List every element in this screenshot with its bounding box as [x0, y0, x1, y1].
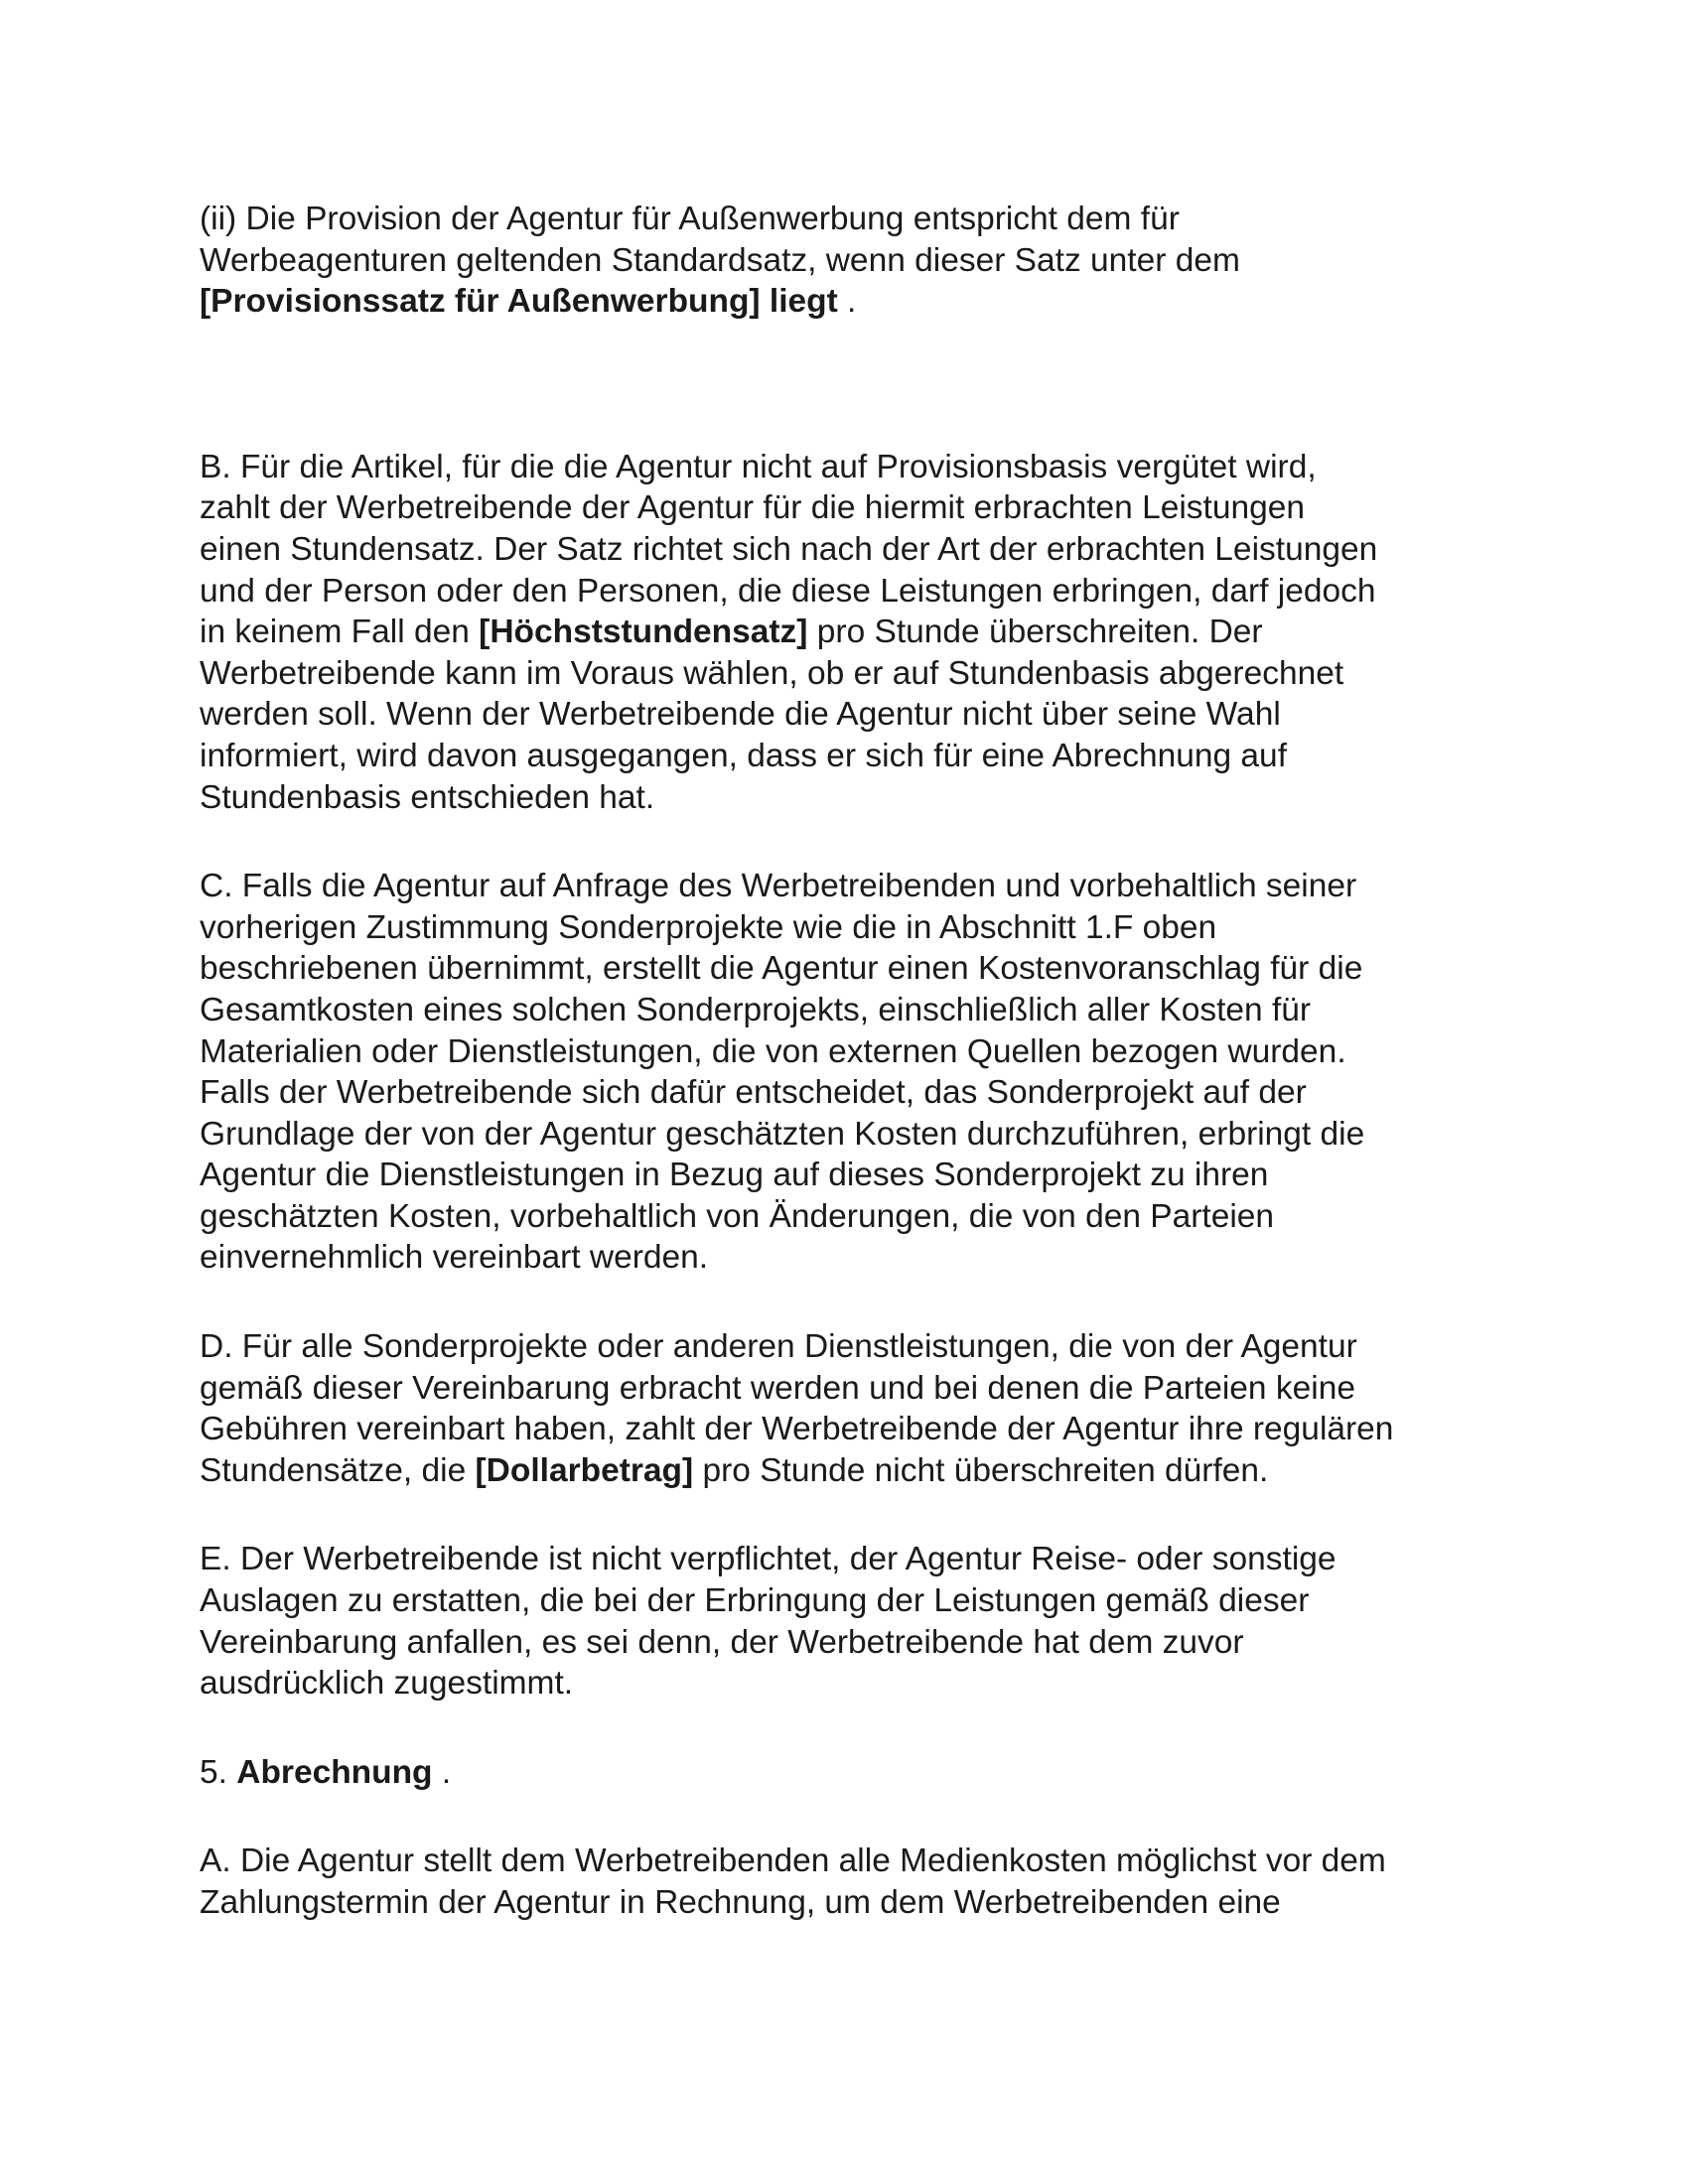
text-run: C. Falls die Agentur auf Anfrage des Werbetreibenden und vorbehaltlich seiner: [200, 868, 1357, 905]
text-line: [200, 1368, 1490, 1410]
paragraph-c: [200, 866, 1490, 1279]
section-heading-5: [200, 1752, 1490, 1794]
text-line: [200, 1072, 1490, 1114]
text-run: gemäß dieser Vereinbarung erbracht werden und bei denen die Parteien keine: [200, 1369, 1355, 1407]
paragraph-gap: [200, 1793, 1490, 1841]
text-run: Werbetreibende kann im Voraus wählen, ob er auf Stundenbasis abgerechnet: [200, 654, 1344, 692]
text-line: [200, 1450, 1490, 1492]
bold-placeholder-text: [Dollarbetrag]: [475, 1451, 694, 1489]
text-line: [200, 1155, 1490, 1196]
paragraph-ii: [200, 199, 1490, 323]
text-run: pro Stunde überschreiten. Der: [807, 614, 1263, 651]
text-run: Gesamtkosten eines solchen Sonderprojekts, einschließlich aller Kosten für: [200, 991, 1312, 1028]
text-run: einvernehmlich vereinbart werden.: [200, 1239, 709, 1277]
text-run: Werbeagenturen geltenden Standardsatz, wenn dieser Satz unter dem: [200, 241, 1240, 279]
text-line: [200, 1539, 1490, 1580]
text-run: D. Für alle Sonderprojekte oder anderen Dienstleistungen, die von der Agentur: [200, 1328, 1357, 1366]
paragraph-gap: [200, 323, 1490, 447]
text-run: informiert, wird davon ausgegangen, dass er sich für eine Abrechnung auf: [200, 737, 1287, 774]
text-run: beschriebenen übernimmt, erstellt die Agentur einen Kostenvoranschlag für die: [200, 950, 1363, 988]
text-line: [200, 447, 1490, 488]
text-line: [200, 1622, 1490, 1664]
text-run: Auslagen zu erstatten, die bei der Erbringung der Leistungen gemäß dieser: [200, 1582, 1310, 1620]
paragraph-d: [200, 1326, 1490, 1491]
text-line: [200, 529, 1490, 571]
paragraph-gap: [200, 1705, 1490, 1752]
text-line: [200, 612, 1490, 653]
text-line: [200, 1752, 1490, 1794]
paragraph-gap: [200, 1279, 1490, 1326]
text-line: [200, 1031, 1490, 1073]
text-run: zahlt der Werbetreibende der Agentur für die hiermit erbrachten Leistungen: [200, 489, 1305, 527]
text-run: Stundenbasis entschieden hat.: [200, 778, 655, 816]
text-line: [200, 948, 1490, 990]
bold-placeholder-text: [Höchststundensatz]: [479, 614, 808, 651]
text-run: werden soll. Wenn der Werbetreibende die Agentur nicht über seine Wahl: [200, 696, 1281, 734]
text-line: [200, 487, 1490, 529]
text-run: A. Die Agentur stellt dem Werbetreibenden alle Medienkosten möglichst vor dem: [200, 1843, 1386, 1880]
bold-placeholder-text: [Provisionssatz für Außenwerbung] liegt: [200, 283, 838, 321]
text-line: [200, 1326, 1490, 1368]
text-run: Grundlage der von der Agentur geschätzten Kosten durchzuführen, erbringt die: [200, 1115, 1365, 1153]
paragraph-gap: [200, 1491, 1490, 1539]
text-run: Zahlungstermin der Agentur in Rechnung, um dem Werbetreibenden eine: [200, 1884, 1281, 1921]
text-run: in keinem Fall den: [200, 614, 480, 651]
text-line: [200, 199, 1490, 240]
text-line: [200, 281, 1490, 323]
text-line: [200, 1237, 1490, 1279]
text-run: Stundensätze, die: [200, 1451, 476, 1489]
text-run: 5.: [200, 1753, 237, 1791]
text-run: B. Für die Artikel, für die die Agentur nicht auf Provisionsbasis vergütet wird,: [200, 448, 1317, 485]
text-run: Gebühren vereinbart haben, zahlt der Werbetreibende der Agentur ihre regulären: [200, 1411, 1394, 1448]
text-line: [200, 1663, 1490, 1705]
paragraph-gap: [200, 818, 1490, 866]
text-line: [200, 694, 1490, 736]
text-run: E. Der Werbetreibende ist nicht verpflichtet, der Agentur Reise- oder sonstige: [200, 1541, 1336, 1578]
text-line: [200, 1882, 1490, 1924]
document-body: [200, 199, 1490, 1924]
text-run: Falls der Werbetreibende sich dafür entscheidet, das Sonderprojekt auf der: [200, 1074, 1307, 1112]
text-line: [200, 653, 1490, 695]
text-line: [200, 736, 1490, 777]
text-run: (ii) Die Provision der Agentur für Außenwerbung entspricht dem für: [200, 201, 1180, 237]
text-line: [200, 571, 1490, 613]
text-line: [200, 866, 1490, 907]
text-line: [200, 907, 1490, 949]
text-run: geschätzten Kosten, vorbehaltlich von Änderungen, die von den Parteien: [200, 1197, 1275, 1235]
text-line: [200, 777, 1490, 819]
paragraph-e: [200, 1539, 1490, 1704]
text-line: [200, 240, 1490, 282]
text-run: Vereinbarung anfallen, es sei denn, der Werbetreibende hat dem zuvor: [200, 1623, 1244, 1661]
text-line: [200, 1580, 1490, 1622]
text-run: einen Stundensatz. Der Satz richtet sich nach der Art der erbrachten Leistungen: [200, 530, 1378, 568]
text-line: [200, 1196, 1490, 1238]
paragraph-5a: [200, 1841, 1490, 1923]
text-run: .: [837, 283, 857, 321]
text-run: ausdrücklich zugestimmt.: [200, 1665, 574, 1703]
text-line: [200, 990, 1490, 1031]
text-run: Materialien oder Dienstleistungen, die von externen Quellen bezogen wurden.: [200, 1032, 1346, 1070]
text-line: [200, 1409, 1490, 1450]
text-run: und der Person oder den Personen, die diese Leistungen erbringen, darf jedoch: [200, 572, 1376, 610]
text-line: [200, 1841, 1490, 1882]
bold-placeholder-text: Abrechnung: [236, 1753, 433, 1791]
text-run: Agentur die Dienstleistungen in Bezug auf dieses Sonderprojekt zu ihren: [200, 1157, 1269, 1194]
paragraph-b: [200, 447, 1490, 818]
text-run: vorherigen Zustimmung Sonderprojekte wie die in Abschnitt 1.F oben: [200, 908, 1217, 946]
text-line: [200, 1114, 1490, 1156]
text-run: .: [432, 1753, 452, 1791]
text-run: pro Stunde nicht überschreiten dürfen.: [693, 1451, 1269, 1489]
